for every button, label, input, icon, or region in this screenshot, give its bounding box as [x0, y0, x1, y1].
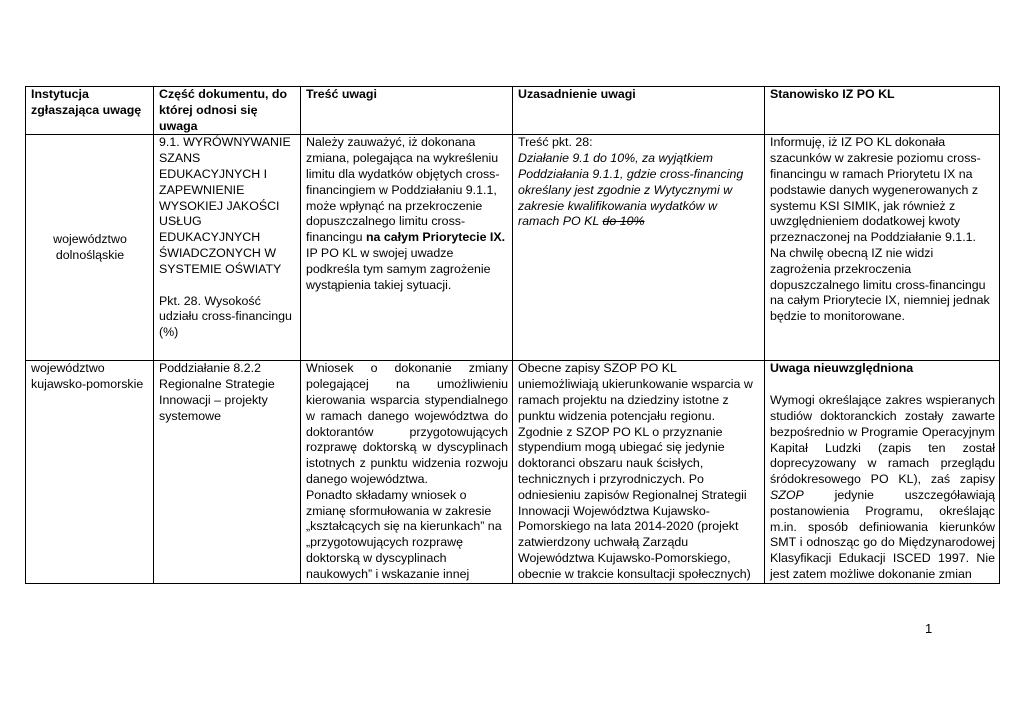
position-text: Wymogi określające zakres wspieranych studiów doktoranckich zostały zawarte bezpośrednio w Programie Operacyjnym Kapitał Ludzki (zapis ten został doprecyzowany w ramach przeglądu śródokresowego PO KL), zaś zapisy	[770, 393, 995, 487]
remarks-table	[25, 86, 1000, 584]
justification-cell	[513, 135, 765, 361]
justification-struck-text: do 10%	[602, 214, 645, 229]
remark-text-continued: IP PO KL w swojej uwadze podkreśla tym samym zagrożenie wystąpienia takiej sytuacji.	[306, 245, 491, 292]
position-text: Informuję, iż IZ PO KL dokonała szacunków w zakresie poziomu cross-financingu w ramach Priorytetu IX na podstawie danych wygenerowanych z systemu KSI SIMIK, jak również z uwzględnieniem dodatkowej kwoty przeznaczonej na Poddziałanie 9.1.1. Na chwilę obecną IZ nie widzi zagrożenia przekroczenia dopuszczalnego limitu cross-financingu na całym Priorytecie IX, niemniej jednak będzie to monitorowane.	[770, 135, 990, 324]
document-part-section: 9.1. WYRÓWNYWANIE SZANS EDUKACYJNYCH I ZAPEWNIENIE WYSOKIEJ JAKOŚCI USŁUG EDUKACYJNYCH ŚWIADCZONYCH W SYSTEMIE OŚWIATY	[159, 135, 291, 276]
header-remark: Treść uwagi	[301, 87, 513, 135]
justification-text: Obecne zapisy SZOP PO KL uniemożliwiają ukierunkowanie wsparcia w ramach projektu na dziedziny istotne z punktu widzenia potencjału regionu. Zgodnie z SZOP PO KL o przyznanie stypendium mogą ubiegać się jedynie doktoranci obszaru nauk ścisłych, technicznych i przyrodniczych. Po odniesieniu zapisów Regionalnej Strategii Innowacji Województwa Kujawsko-Pomorskiego na lata 2014-2020 (projekt zatwierdzony uchwałą Zarządu Województwa Kujawsko-Pomorskiego, obecnie w trakcie konsultacji społecznych)	[518, 361, 753, 581]
page-number: 1	[925, 621, 933, 636]
institution-text: województwo kujawsko-pomorskie	[31, 361, 144, 392]
header-document-part: Część dokumentu, do której odnosi się uwaga	[154, 87, 301, 135]
justification-cell	[513, 361, 765, 583]
justification-quote: Działanie 9.1 do 10%, za wyjątkiem Poddziałania 9.1.1, gdzie cross-financing określany jest zgodnie z Wytycznymi w zakresie kwalifikowania wydatków w ramach PO KL	[518, 151, 744, 229]
position-title: Uwaga nieuwzględniona	[770, 361, 914, 376]
position-text-continued: jedynie uszczegóławiają postanowienia Programu, określając m.in. sposób definiowania kierunków SMT i odnosząc go do Międzynarodowej Klasyfikacji Edukacji ISCED 1997. Nie jest zatem możliwe dokonanie zmian	[770, 487, 995, 581]
table-header-row	[26, 87, 1000, 135]
justification-intro: Treść pkt. 28:	[518, 135, 593, 150]
position-cell	[765, 361, 1000, 583]
header-justification: Uzasadnienie uwagi	[513, 87, 765, 135]
remark-text-continued: Ponadto składamy wniosek o zmianę sformułowania w zakresie „kształcących się na kierunkach” na „przygotowujących rozprawę doktorską w dyscyplinach naukowych” i wskazanie innej	[306, 487, 502, 581]
remark-text: Należy zauważyć, iż dokonana zmiana, polegająca na wykreśleniu limitu dla wydatków objętych cross-financingiem w Poddziałaniu 9.1.1, może wpłynąć na przekroczenie dopuszczalnego limitu cross-financingu	[306, 135, 500, 245]
document-part-point: Pkt. 28. Wysokość udziału cross-financingu (%)	[159, 293, 292, 340]
document-part-text: Poddziałanie 8.2.2 Regionalne Strategie Innowacji – projekty systemowe	[159, 361, 275, 423]
document-part-cell	[154, 135, 301, 361]
position-cell	[765, 135, 1000, 361]
remark-cell	[301, 135, 513, 361]
remark-cell	[301, 361, 513, 583]
remark-text: Wniosek o dokonanie zmiany polegającej na umożliwieniu kierowania wsparcia stypendialnego w ramach danego województwa do doktorantów przygotowujących rozprawę doktorską w dyscyplinach istotnych z punktu widzenia rozwoju danego województwa.	[306, 361, 508, 486]
table-row	[26, 135, 1000, 361]
header-position: Stanowisko IZ PO KL	[765, 87, 1000, 135]
header-institution: Instytucja zgłaszająca uwagę	[26, 87, 154, 135]
document-part-cell	[154, 361, 301, 583]
institution-cell	[26, 361, 154, 583]
institution-text: województwo dolnośląskie	[53, 232, 127, 262]
institution-cell	[26, 135, 154, 361]
remark-emphasis: na całym Priorytecie IX.	[365, 230, 506, 245]
position-italic-term: SZOP	[770, 487, 804, 502]
table-row	[26, 361, 1000, 583]
